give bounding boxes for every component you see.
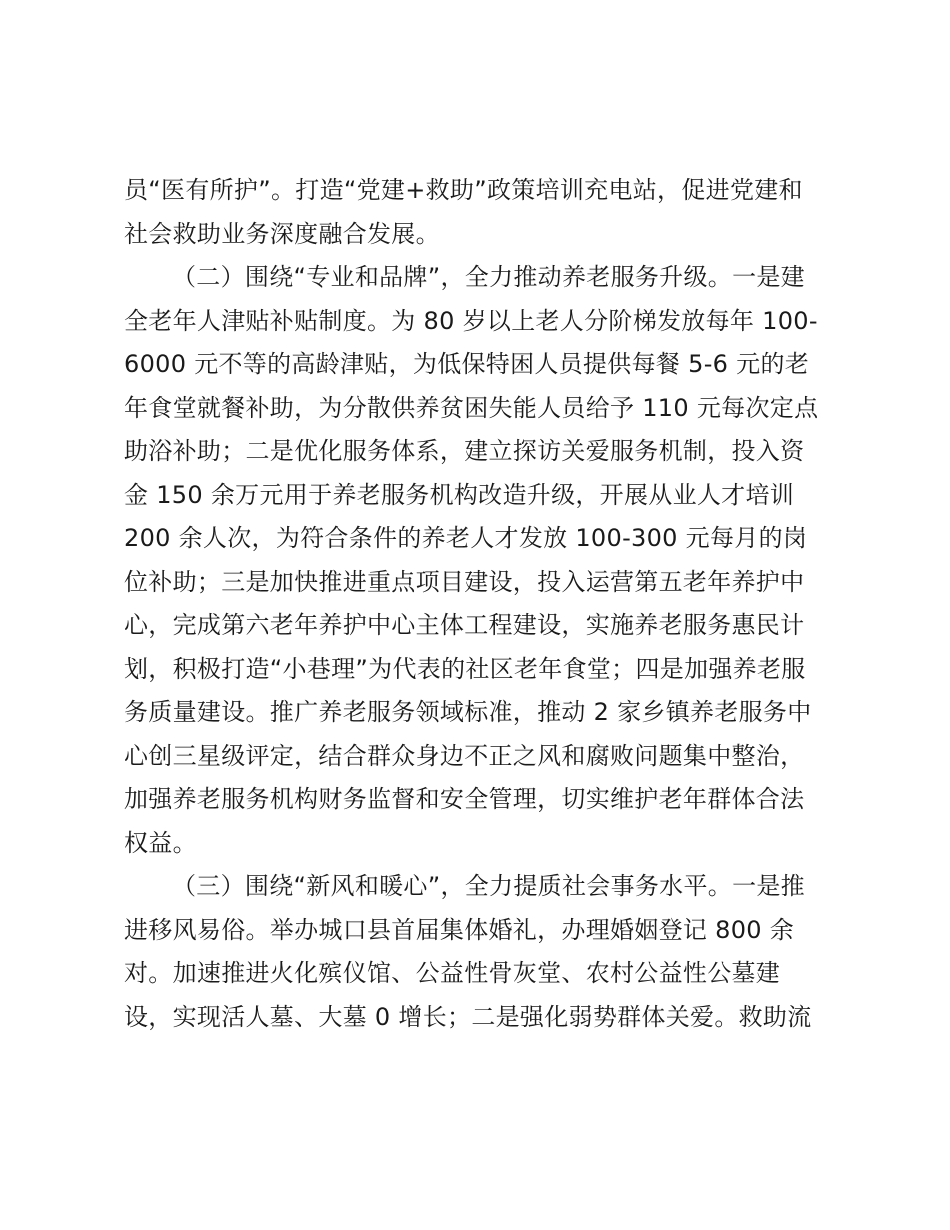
text-line: 设，实现活人墓、大墓 0 增长；二是强化弱势群体关爱。救助流 bbox=[124, 1002, 812, 1031]
text-line: 务质量建设。推广养老服务领域标准，推动 2 家乡镇养老服务中 bbox=[124, 698, 812, 726]
text-line: 社会救助业务深度融合发展。 bbox=[124, 219, 440, 248]
text-line: 心创三星级评定，结合群众身边不正之风和腐败问题集中整治， bbox=[124, 741, 805, 770]
text-line: 200 余人次，为符合条件的养老人才发放 100-300 元每月的岗 bbox=[124, 524, 808, 552]
text-line: 员“医有所护”。打造“党建+救助”政策培训充电站，促进党建和 bbox=[124, 176, 803, 204]
section-heading-line: （二）围绕“专业和品牌”，全力推动养老服务升级。一是建 bbox=[172, 263, 805, 291]
text-line: 助浴补助；二是优化服务体系，建立探访关爱服务机制，投入资 bbox=[124, 437, 805, 465]
text-line: 年食堂就餐补助，为分散供养贫困失能人员给予 110 元每次定点 bbox=[124, 393, 819, 422]
text-line: 划，积极打造“小巷理”为代表的社区老年食堂；四是加强养老服 bbox=[124, 654, 806, 683]
text-line: 金 150 余万元用于养老服务机构改造升级，开展从业人才培训 bbox=[124, 480, 795, 509]
text-line: 全老年人津贴补贴制度。为 80 岁以上老人分阶梯发放每年 100- bbox=[124, 306, 818, 335]
text-line: 位补助；三是加快推进重点项目建设，投入运营第五老年养护中 bbox=[124, 567, 805, 596]
text-line: 权益。 bbox=[124, 828, 197, 857]
text-line: 6000 元不等的高龄津贴，为低保特困人员提供每餐 5-6 元的老 bbox=[124, 350, 810, 378]
text-line: 进移风易俗。举办城口县首届集体婚礼，办理婚姻登记 800 余 bbox=[124, 915, 795, 944]
text-line: 心，完成第六老年养护中心主体工程建设，实施养老服务惠民计 bbox=[124, 611, 805, 639]
body-text bbox=[124, 169, 834, 1039]
section-heading-line: （三）围绕“新风和暖心”，全力提质社会事务水平。一是推 bbox=[172, 872, 805, 900]
text-line: 对。加速推进火化殡仪馆、公益性骨灰堂、农村公益性公墓建 bbox=[124, 959, 781, 987]
text-line: 加强养老服务机构财务监督和安全管理，切实维护老年群体合法 bbox=[124, 785, 805, 813]
